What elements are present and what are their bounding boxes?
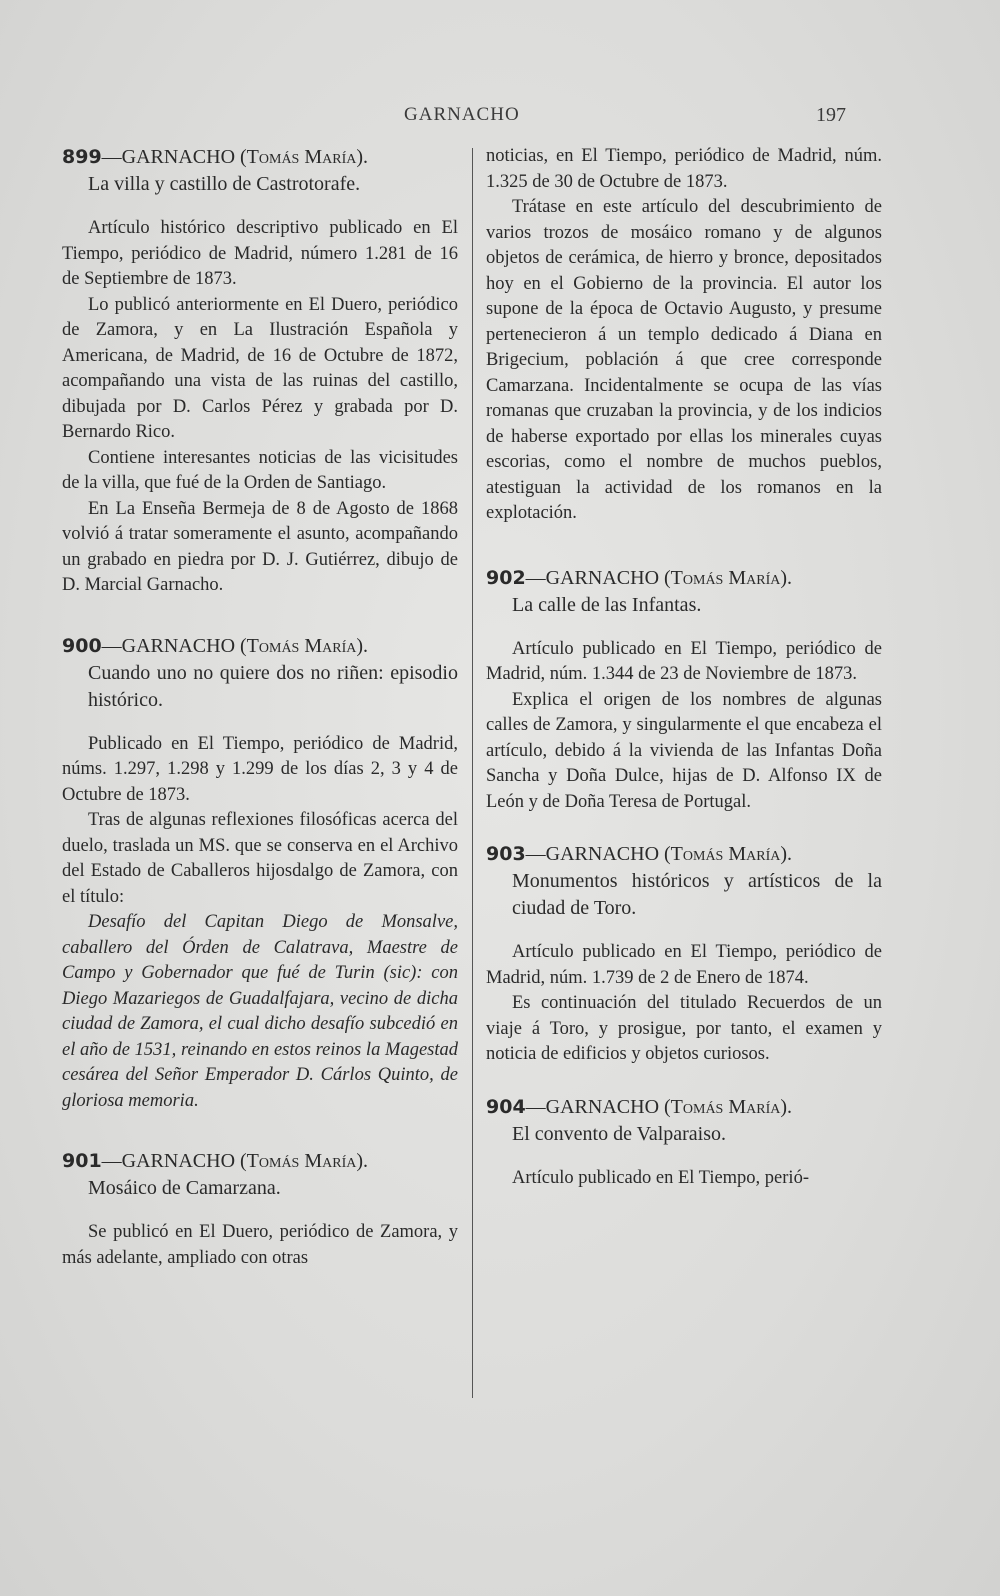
entry-heading bbox=[486, 841, 882, 868]
right-column bbox=[486, 144, 882, 1217]
entry-number: 899 bbox=[62, 146, 102, 168]
entry-author: GARNACHO (Tomás María). bbox=[545, 843, 793, 865]
entry-title: Cuando uno no quiere dos no riñen: episodio histórico. bbox=[88, 661, 458, 711]
entry-paragraph: Publicado en El Tiempo, periódico de Madrid, núms. 1.297, 1.298 y 1.299 de los días 2, 3 y 4 de Octubre de 1873. bbox=[62, 733, 458, 805]
entry-paragraph: Explica el origen de los nombres de algunas calles de Zamora, y singularmente el que encabeza el artículo, debido á la vivienda de las Infantas Doña Sancha y Doña Dulce, hijas de D. Alfonso IX de León y de Doña Teresa de Portugal. bbox=[486, 689, 882, 812]
entry-paragraph: Tras de algunas reflexiones filosóficas acerca del duelo, traslada un MS. que se conserva en el Archivo del Estado de Caballeros hijosdalgo de Zamora, con el título: bbox=[62, 810, 458, 907]
entry-number: 904 bbox=[486, 1095, 526, 1118]
entry-paragraph: Artículo publicado en El Tiempo, periódico de Madrid, núm. 1.344 de 23 de Noviembre de 1873. bbox=[486, 638, 882, 684]
entry-title: La calle de las Infantas. bbox=[512, 593, 702, 616]
entry-heading bbox=[486, 565, 882, 592]
entry-dash: — bbox=[101, 634, 122, 657]
entry-dash: — bbox=[525, 843, 546, 865]
entry-title: El convento de Valparaiso. bbox=[512, 1122, 727, 1145]
entry-901-continued bbox=[486, 144, 882, 527]
entry-dash: — bbox=[525, 1095, 546, 1118]
entry-904 bbox=[486, 1094, 882, 1192]
left-column bbox=[62, 144, 458, 1297]
entry-title: Mosáico de Camarzana. bbox=[88, 1177, 281, 1199]
entry-heading bbox=[62, 1148, 458, 1175]
entry-899 bbox=[62, 144, 458, 599]
page-number: 197 bbox=[816, 104, 846, 126]
running-head: GARNACHO bbox=[404, 104, 520, 125]
column-divider bbox=[472, 148, 473, 1398]
entry-number: 901 bbox=[62, 1150, 102, 1172]
entry-heading bbox=[62, 633, 458, 660]
entry-title: La villa y castillo de Castrotorafe. bbox=[88, 173, 361, 195]
entry-paragraph: Trátase en este artículo del descubrimiento de varios trozos de mosáico romano y de algunos objetos de cerámica, de hierro y bronce, depositados hoy en el Gobierno de la provincia. El autor los supone de la época de Octavio Augusto, y presume pertenecieron á un templo dedicado á Diana en Brigecium, población á que cree corresponde Camarzana. Incidentalmente se ocupa de las vías romanas que cruzaban la provincia, y de los indicios de haberse exportado por ellas los minerales cuyas escorias, como el nombre de muchos pueblos, atestiguan la actividad de los romanos en la explotación. bbox=[486, 197, 882, 523]
entry-901 bbox=[62, 1148, 458, 1271]
entry-900 bbox=[62, 633, 458, 1115]
entry-paragraph: Artículo publicado en El Tiempo, perió- bbox=[512, 1167, 809, 1188]
entry-dash: — bbox=[525, 566, 546, 589]
entry-author: GARNACHO (Tomás María). bbox=[121, 146, 369, 168]
entry-paragraph: Se publicó en El Duero, periódico de Zamora, y más adelante, ampliado con otras bbox=[62, 1222, 458, 1268]
entry-heading bbox=[486, 1094, 882, 1121]
entry-heading bbox=[62, 144, 458, 171]
entry-quote: Desafío del Capitan Diego de Monsalve, caballero del Órden de Calatrava, Maestre de Campo y Gobernador que fué de Turin (sic): con Diego Mazariegos de Guadalfajara, vecino de dicha ciudad de Zamora, el cual dicho desafío subcedió en el año de 1531, reinando en estos reinos la Magestad cesárea del Señor Emperador D. Cárlos Quinto, de gloriosa memoria. bbox=[62, 912, 458, 1111]
entry-paragraph: Contiene interesantes noticias de las vicisitudes de la villa, que fué de la Orden de Santiago. bbox=[62, 447, 458, 493]
entry-paragraph: Lo publicó anteriormente en El Duero, periódico de Zamora, y en La Ilustración Española y Americana, de Madrid, de 16 de Octubre de 1872, acompañando una vista de las ruinas del castillo, dibujada por D. Carlos Pérez y grabada por D. Bernardo Rico. bbox=[62, 294, 458, 442]
entry-number: 903 bbox=[486, 843, 526, 865]
entry-paragraph: Es continuación del titulado Recuerdos de un viaje á Toro, y prosigue, por tanto, el examen y noticia de edificios y objetos curiosos. bbox=[486, 993, 882, 1064]
entry-number: 902 bbox=[486, 566, 526, 589]
entry-author: GARNACHO (Tomás María). bbox=[545, 566, 793, 589]
entry-paragraph: En La Enseña Bermeja de 8 de Agosto de 1868 volvió á tratar someramente el asunto, acompañando un grabado en piedra por D. J. Gutiérrez, dibujo de D. Marcial Garnacho. bbox=[62, 498, 458, 595]
entry-author: GARNACHO (Tomás María). bbox=[121, 1150, 369, 1172]
entry-number: 900 bbox=[62, 634, 102, 657]
entry-paragraph: Artículo publicado en El Tiempo, periódico de Madrid, núm. 1.739 de 2 de Enero de 1874. bbox=[486, 942, 882, 988]
entry-paragraph: noticias, en El Tiempo, periódico de Madrid, núm. 1.325 de 30 de Octubre de 1873. bbox=[486, 146, 882, 192]
entry-title: Monumentos históricos y artísticos de la ciudad de Toro. bbox=[512, 870, 882, 919]
entry-dash: — bbox=[101, 146, 122, 168]
entry-paragraph: Artículo histórico descriptivo publicado en El Tiempo, periódico de Madrid, número 1.281 de 16 de Septiembre de 1873. bbox=[62, 218, 458, 289]
entry-903 bbox=[486, 841, 882, 1068]
entry-dash: — bbox=[101, 1150, 122, 1172]
entry-902 bbox=[486, 565, 882, 816]
entry-author: GARNACHO (Tomás María). bbox=[121, 634, 369, 657]
entry-author: GARNACHO (Tomás María). bbox=[545, 1095, 793, 1118]
